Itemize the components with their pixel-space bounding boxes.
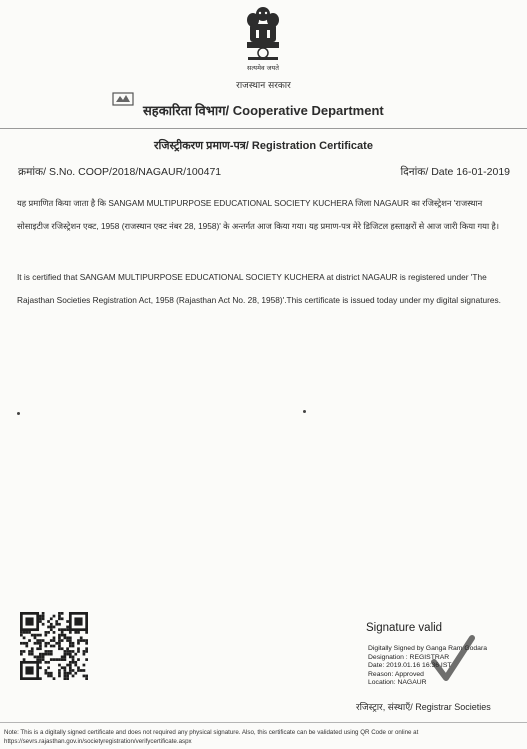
signature-date: Date: 2019.01.16 16:36 IST — [368, 662, 452, 670]
registrar-label: रजिस्ट्रार, संस्थाएँ/ Registrar Societies — [356, 702, 491, 712]
signature-location: Location: NAGAUR — [368, 679, 427, 687]
designation: Designation : REGISTRAR — [368, 653, 450, 661]
scan-speck — [303, 410, 306, 413]
state-label: राजस्थान सरकार — [236, 81, 291, 91]
serial-number: क्रमांक/ S.No. COOP/2018/NAGAUR/100471 — [18, 166, 222, 178]
footer-verify-link[interactable]: https://sevrs.rajasthan.gov.in/societyregistration/verifycertificate.aspx — [4, 738, 192, 745]
department-logo-icon — [112, 90, 134, 108]
scan-speck — [17, 412, 20, 415]
certificate-body-hindi: यह प्रमाणित किया जाता है कि SANGAM MULTIPURPOSE EDUCATIONAL SOCIETY KUCHERA जिला NAGAUR का रजिस्ट्रेशन 'राजस्थान सोसाइटीज रजिस्ट्रेशन एक्ट, 1958 (राजस्थान एक्ट नंबर 28, 1958)' के अन्तर्गत आज किया गया। यह प्रमाण-पत्र मेरे डिजिटल हस्ताक्षरों से आज जारी किया गया है। — [17, 198, 499, 231]
signature-status: Signature valid — [366, 622, 443, 634]
emblem-motto: सत्यमेव जयते — [247, 64, 279, 72]
signature-details — [368, 645, 487, 688]
certificate-date: दिनांक/ Date 16-01-2019 — [400, 166, 510, 178]
header-divider — [0, 128, 527, 129]
department-title: सहकारिता विभाग/ Cooperative Department — [143, 103, 384, 118]
qr-code-icon[interactable] — [20, 612, 88, 680]
certificate-body-english: It is certified that SANGAM MULTIPURPOSE EDUCATIONAL SOCIETY KUCHERA at district NAGAUR is registered under 'The Rajasthan Societies Registration Act, 1958 (Rajasthan Act No. 28, 1958)'.This certificate is issued today under my digital signatures. — [17, 272, 501, 305]
certificate-title: रजिस्ट्रीकरण प्रमाण-पत्र/ Registration Certificate — [154, 140, 373, 152]
signature-reason: Reason: Approved — [368, 670, 424, 678]
state-emblem-icon — [238, 4, 288, 74]
footer-divider — [0, 722, 527, 723]
footer-note-text: Note: This is a digitally signed certificate and does not required any physical signature. Also, this certificate can be validated using QR Code or online at — [4, 729, 419, 736]
footer-note — [4, 728, 418, 746]
signed-by: Digitally Signed by Ganga Ram Godara — [368, 645, 488, 652]
